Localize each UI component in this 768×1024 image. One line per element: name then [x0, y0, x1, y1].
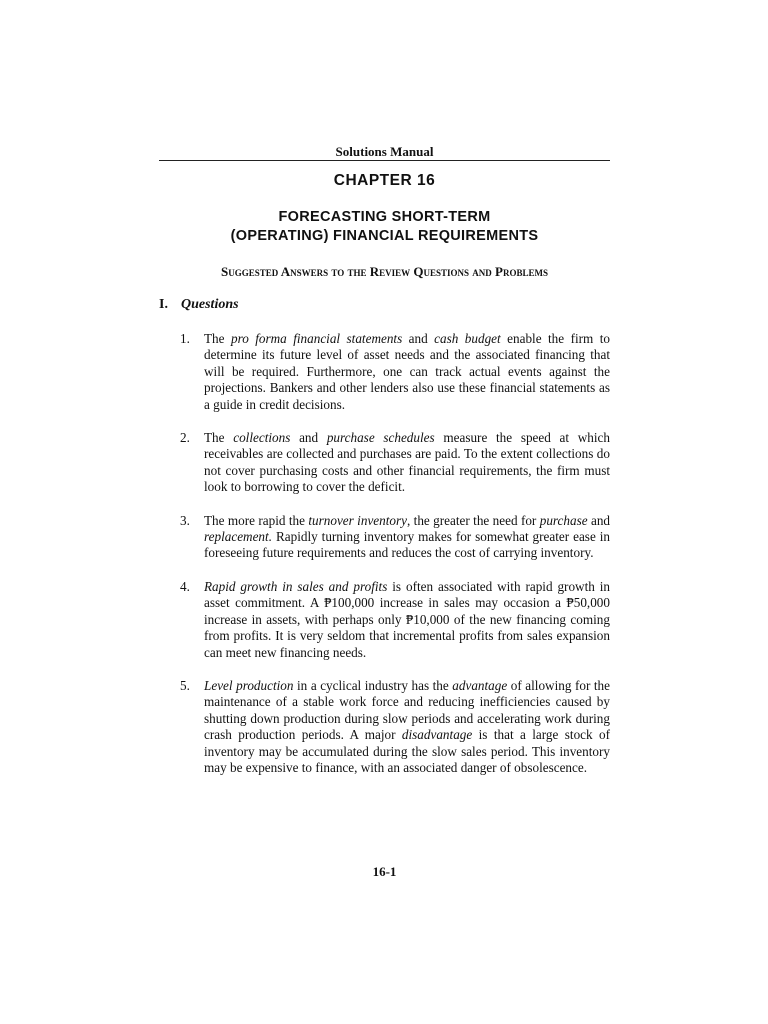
- answer-text: is often associated with rapid growth in asset commitment. A ₱100,000 increase in sales may occasion a ₱50,000 increase in assets, with perhaps only ₱10,000 of the new financing coming from profits. It is very seldom that incremental profits from sales expansion can meet new financing needs.: [204, 578, 610, 660]
- question-answer: [204, 678, 610, 776]
- answer-text: measure the speed at which receivables are collected and purchases are paid. To the extent collections do not cover purchasing costs and other financial requirements, the firm must look to borrowing to cover the deficit.: [204, 430, 610, 495]
- answer-text: of allowing for the maintenance of a stable work force and reducing inefficiencies caused by shutting down production during slow periods and accelerating work during crash production periods. A major: [204, 677, 610, 743]
- answer-text: is that a large stock of inventory may be accumulated during the slow sales period. This inventory may be expensive to finance, with an associated danger of obsolescence.: [204, 727, 610, 775]
- emphasized-term: purchase schedules: [326, 430, 435, 446]
- answer-text: The: [204, 430, 234, 446]
- answer-text: enable the firm to determine its future level of asset needs and the associated financing that will be required. Furthermore, one can track actual events against the projections. Bankers and other lenders also use these financial statements as a guide in credit decisions.: [204, 331, 610, 412]
- chapter-title: [159, 208, 610, 246]
- section-title: Questions: [181, 297, 239, 312]
- answer-text: and: [290, 430, 327, 446]
- question-number: 2.: [180, 430, 190, 446]
- answer-text: in a cyclical industry has the: [293, 677, 453, 693]
- chapter-title-line-2: (OPERATING) FINANCIAL REQUIREMENTS: [230, 228, 539, 244]
- section-heading: [159, 297, 239, 313]
- question-number: 1.: [180, 331, 190, 346]
- emphasized-term: advantage: [452, 677, 508, 693]
- section-number: I.: [159, 297, 168, 312]
- chapter-title-line-1: FORECASTING SHORT-TERM: [278, 209, 491, 225]
- question-number: 5.: [180, 677, 190, 693]
- question-item: [180, 430, 610, 496]
- question-item: [180, 513, 610, 562]
- chapter-subtitle: Suggested Answers to the Review Questions and Problems: [221, 264, 548, 279]
- answer-text: , the greater the need for: [406, 512, 540, 528]
- answer-text: and: [402, 331, 435, 346]
- question-item: [180, 579, 610, 661]
- answer-text: Rapidly turning inventory makes for somewhat greater ease in foreseeing future requirements and reduces the cost of carrying inventory.: [204, 529, 610, 561]
- question-answer: [204, 331, 610, 413]
- chapter-label: CHAPTER 16: [333, 172, 436, 189]
- emphasized-term: Rapid growth in sales and profits: [204, 578, 388, 594]
- header-rule: [159, 160, 610, 161]
- question-number: 3.: [180, 512, 190, 528]
- emphasized-term: replacement.: [204, 529, 272, 545]
- emphasized-term: turnover inventory: [308, 512, 407, 528]
- question-list: [180, 331, 610, 793]
- question-answer: [204, 513, 610, 562]
- question-item: [180, 678, 610, 776]
- emphasized-term: cash budget: [434, 331, 501, 346]
- emphasized-term: disadvantage: [401, 727, 473, 743]
- question-answer: [204, 430, 610, 496]
- emphasized-term: Level production: [204, 677, 294, 693]
- emphasized-term: collections: [233, 430, 291, 446]
- question-number: 4.: [180, 578, 190, 594]
- emphasized-term: pro forma financial statements: [230, 331, 403, 346]
- answer-text: and: [587, 512, 611, 528]
- page-number: 16-1: [372, 864, 397, 879]
- answer-text: The: [204, 331, 231, 346]
- question-item: [180, 331, 610, 413]
- answer-text: The more rapid the: [204, 512, 309, 528]
- running-head: Solutions Manual: [335, 144, 434, 159]
- emphasized-term: purchase: [539, 512, 588, 528]
- question-answer: [204, 579, 610, 661]
